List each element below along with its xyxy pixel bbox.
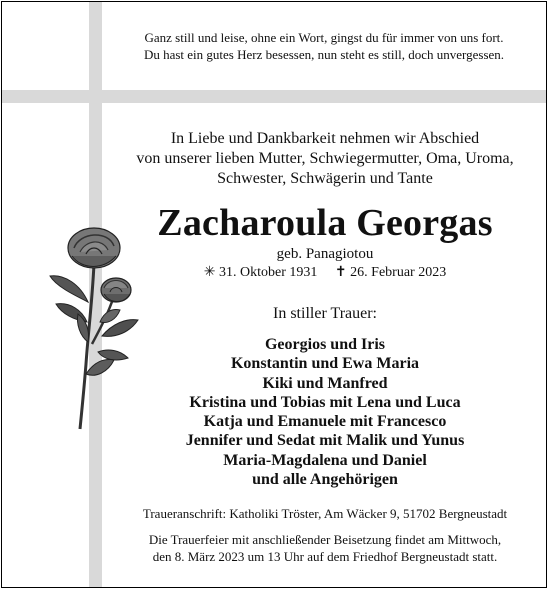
- obituary-card: [1, 1, 547, 588]
- death-date: 26. Februar 2023: [350, 265, 447, 280]
- deceased-name: Zacharoula Georgas: [157, 202, 493, 244]
- mourner-entry: Maria-Magdalena und Daniel: [223, 451, 427, 469]
- birth-date: 31. Oktober 1931: [219, 265, 318, 280]
- mourner-entry: Jennifer und Sedat mit Malik und Yunus: [185, 432, 465, 450]
- memorial-verse: [114, 29, 534, 63]
- farewell-intro: [102, 129, 547, 189]
- verse-line: Du hast ein gutes Herz besessen, nun steht es still, doch unvergessen.: [143, 47, 505, 62]
- mourner-entry: Kiki und Manfred: [262, 374, 388, 392]
- intro-line: Schwester, Schwägerin und Tante: [217, 170, 433, 187]
- mourner-entry: Konstantin und Ewa Maria: [230, 355, 420, 373]
- death-cross-icon: ✝: [334, 265, 347, 280]
- life-dates: [102, 264, 547, 282]
- service-line: Die Trauerfeier mit anschließender Beisetzung findet am Mittwoch,: [148, 532, 502, 547]
- mourning-address: Traueranschrift: Katholiki Tröster, Am Wäcker 9, 51702 Bergneustadt: [142, 506, 508, 521]
- mourner-entry: und alle Angehörigen: [252, 471, 398, 489]
- funeral-service-info: [102, 531, 547, 565]
- cross-horizontal-bar: [2, 90, 546, 103]
- rose-icon: [42, 224, 162, 434]
- service-line: den 8. März 2023 um 13 Uhr auf dem Friedhof Bergneustadt statt.: [152, 549, 498, 564]
- mourner-entry: Kristina und Tobias mit Lena und Luca: [189, 393, 461, 411]
- verse-line: Ganz still und leise, ohne ein Wort, gingst du für immer von uns fort.: [144, 30, 504, 45]
- birth-name: geb. Panagiotou: [276, 246, 374, 262]
- mourner-entry: Georgios und Iris: [264, 336, 385, 353]
- intro-line: von unserer lieben Mutter, Schwiegermutter, Oma, Uroma,: [136, 150, 514, 167]
- mourning-label: In stiller Trauer:: [273, 305, 377, 322]
- birth-star-icon: ✳: [203, 265, 216, 280]
- mourners-list: [102, 335, 547, 489]
- mourner-entry: Katja und Emanuele mit Francesco: [203, 413, 447, 431]
- intro-line: In Liebe und Dankbarkeit nehmen wir Abschied: [170, 130, 480, 147]
